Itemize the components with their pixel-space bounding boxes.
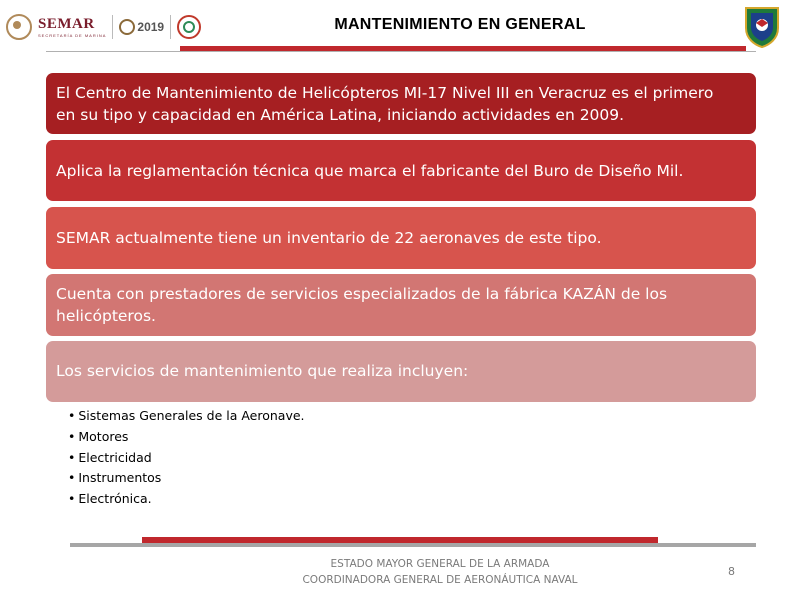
year-emblem-icon [119,19,135,35]
list-item: • Electrónica. [68,489,305,510]
services-list [68,406,305,510]
content-bar-4 [46,274,756,336]
list-item: • Sistemas Generales de la Aeronave. [68,406,305,427]
brand-subtitle: SECRETARÍA DE MARINA [38,32,107,38]
slide-footer [240,556,640,588]
content-bar-1 [46,73,756,134]
bar-text-line: Cuenta con prestadores de servicios especializados de la fábrica KAZÁN de los [56,285,668,303]
semar-logo [38,17,106,38]
list-item: • Electricidad [68,448,305,469]
brand-name: SEMAR [38,15,95,32]
bar-text-line: Los servicios de mantenimiento que realiza incluyen: [56,362,469,380]
logo-area [6,12,201,42]
logo-divider [112,15,113,39]
header-divider [46,51,756,52]
logo-divider [170,15,171,39]
bar-text-line: helicópteros. [56,307,156,325]
footer-line-1: ESTADO MAYOR GENERAL DE LA ARMADA [330,558,550,570]
list-item: • Motores [68,427,305,448]
naval-crest-icon [744,6,780,48]
slide-title: MANTENIMIENTO EN GENERAL [334,16,586,33]
footer-divider [70,543,756,547]
eagle-emblem-icon [6,14,32,40]
bar-text-line: SEMAR actualmente tiene un inventario de 22 aeronaves de este tipo. [56,229,602,247]
footer-accent-bar [142,537,658,543]
content-bar-5 [46,341,756,402]
slide-header [0,0,800,58]
bar-text-line: en su tipo y capacidad en América Latina, iniciando actividades en 2009. [56,105,625,124]
bar-text-line: El Centro de Mantenimiento de Helicópteros MI-17 Nivel III en Veracruz es el primero [56,83,714,102]
page-number: 8 [728,565,735,578]
list-item: • Instrumentos [68,468,305,489]
footer-line-2: COORDINADORA GENERAL DE AERONÁUTICA NAVAL [302,574,578,586]
year-logo [119,19,164,35]
round-logo-icon [177,15,201,39]
bar-text-line: Aplica la reglamentación técnica que marca el fabricante del Buro de Diseño Mil. [56,161,684,180]
content-bar-3 [46,207,756,269]
content-bar-2 [46,140,756,201]
year-label: 2019 [137,20,165,34]
